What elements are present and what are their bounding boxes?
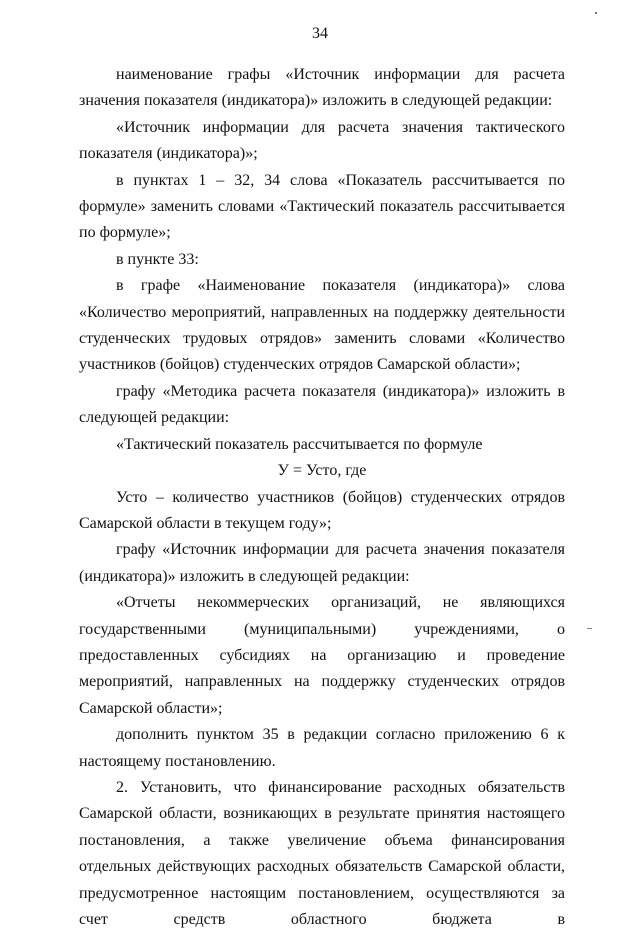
formula-line: У = Усто, где bbox=[277, 462, 367, 480]
scan-mark bbox=[587, 628, 592, 629]
paragraph-add-item-35: дополнить пунктом 35 в редакции согласно приложению 6 к настоящему постановлению. bbox=[79, 726, 565, 770]
paragraph-source-column: графу «Источник информации для расчета значения показателя (индикатора)» изложить в следующей редакции: bbox=[79, 541, 565, 585]
scan-speck bbox=[595, 12, 597, 14]
paragraph-reports: «Отчеты некоммерческих организаций, не являющихся государственными (муниципальными) учреждениями, о предоставленных субсидиях на организацию и проведение мероприятий, направленных на поддержку студенческих отрядов Самарской области»; bbox=[79, 594, 565, 717]
paragraph-section-2: 2. Установить, что финансирование расходных обязательств Самарской области, возникающих в результате принятия настоящего постановления, а также увеличение объема финансирования отдельных действующих расходных обязательств Самарской области, предусмотренное настоящим постановлением, осуществляются за счет средств областного бюджета в bbox=[79, 778, 565, 928]
paragraph-indicator-name: в графе «Наименование показателя (индикатора)» слова «Количество мероприятий, направленных на поддержку деятельности студенческих трудовых отрядов» заменить словами «Количество участников (бойцов) студенческих отрядов Самарской области»; bbox=[79, 277, 565, 374]
paragraph-formula-definition: Усто – количество участников (бойцов) студенческих отрядов Самарской области в текущем году»; bbox=[79, 488, 565, 532]
paragraph-source-column-heading: наименование графы «Источник информации для расчета значения показателя (индикатора)» изложить в следующей редакции: bbox=[79, 66, 565, 110]
page-number: 34 bbox=[312, 25, 328, 42]
paragraph-source-tactical: «Источник информации для расчета значения тактического показателя (индикатора)»; bbox=[79, 118, 565, 163]
paragraph-method-column: графу «Методика расчета показателя (индикатора)» изложить в следующей редакции: bbox=[79, 382, 565, 427]
paragraph-items-1-32-34: в пунктах 1 – 32, 34 слова «Показатель рассчитывается по формуле» заменить словами «Тактический показатель рассчитывается по формуле»; bbox=[79, 171, 565, 242]
document-body bbox=[79, 62, 565, 933]
paragraph-item-33: в пункте 33: bbox=[116, 250, 199, 268]
paragraph-formula-intro: «Тактический показатель рассчитывается по формуле bbox=[116, 435, 483, 453]
